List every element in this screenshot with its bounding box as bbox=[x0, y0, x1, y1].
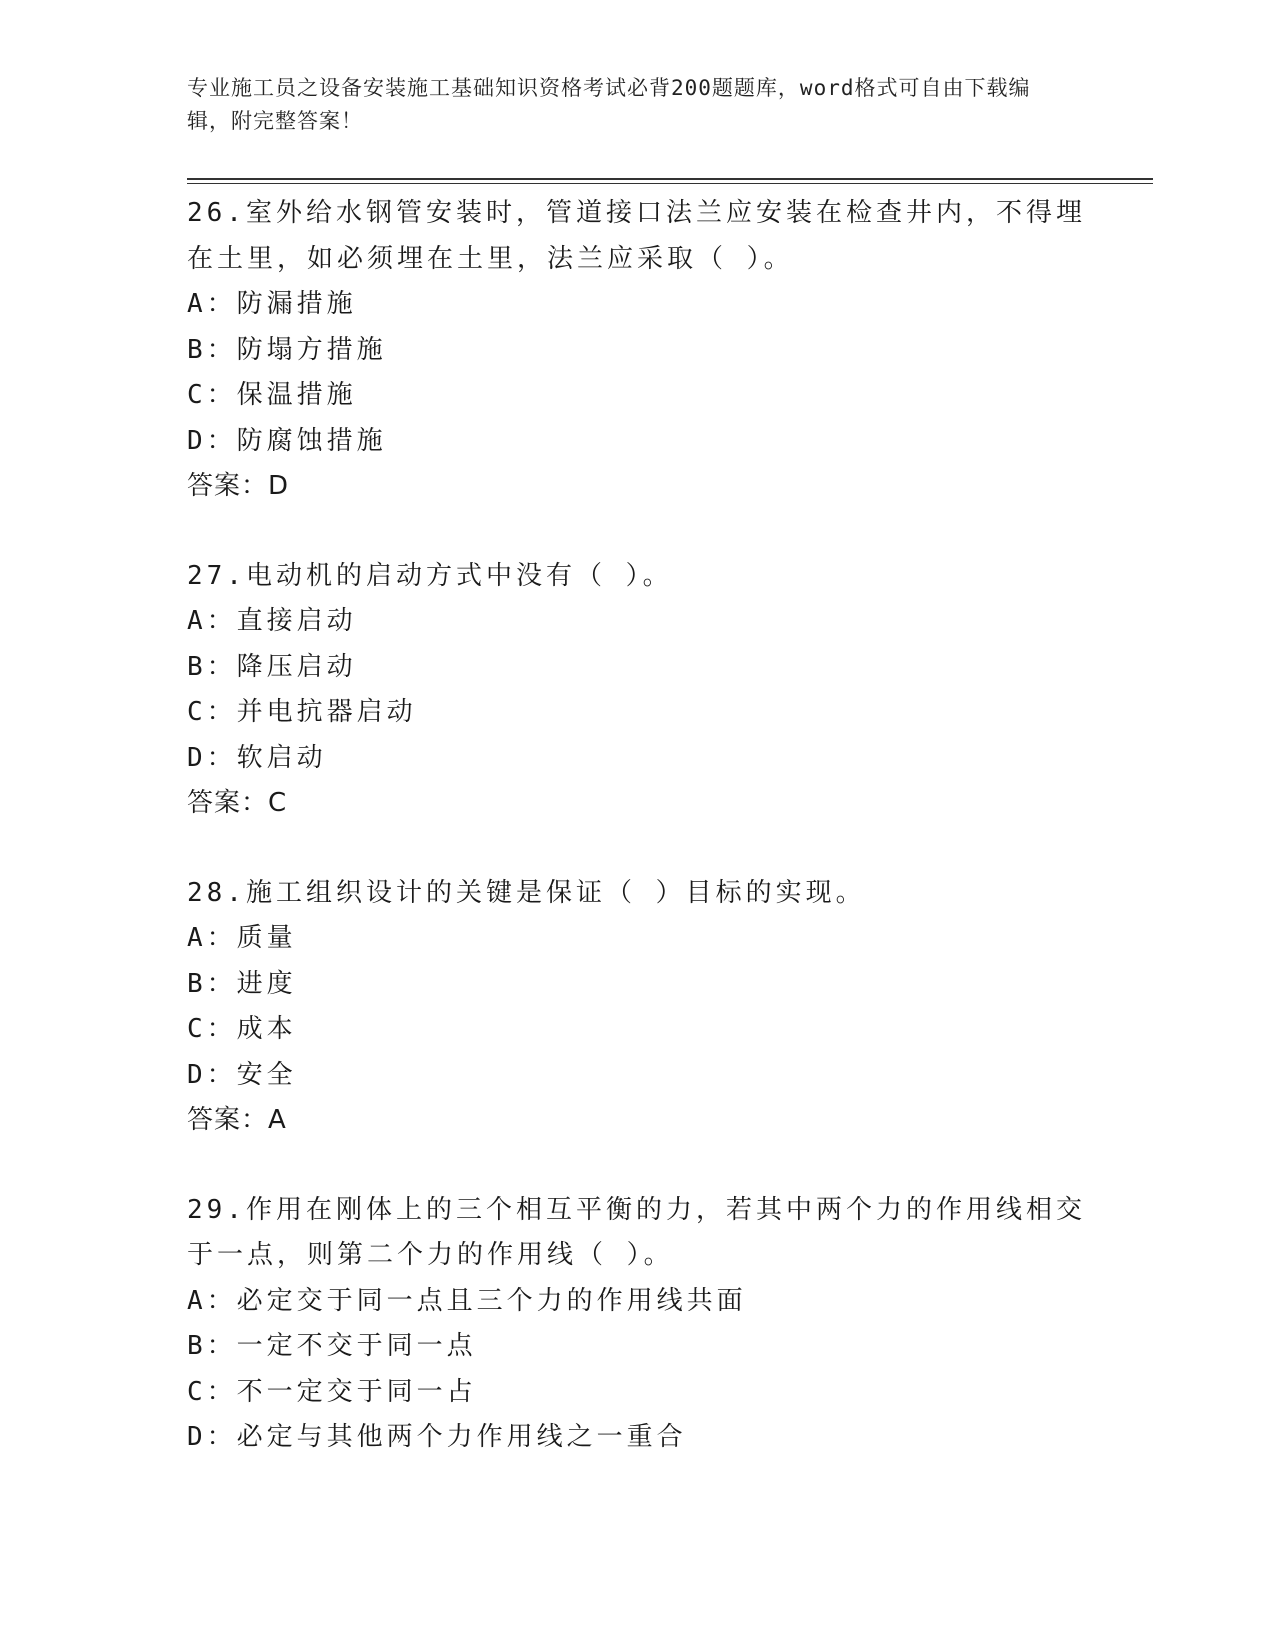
option-c: C：并电抗器启动 bbox=[187, 697, 417, 727]
option-c: C：成本 bbox=[187, 1014, 297, 1044]
answer-line: 答案：D bbox=[187, 471, 290, 501]
option-d: D：安全 bbox=[187, 1059, 297, 1090]
option-b: B：进度 bbox=[187, 968, 297, 999]
question-list bbox=[187, 191, 1107, 1505]
option-d: D：必定与其他两个力作用线之一重合 bbox=[187, 1422, 687, 1452]
question-text: 27.电动机的启动方式中没有（ ）。 bbox=[187, 560, 673, 591]
answer-line: 答案：A bbox=[187, 1105, 287, 1135]
header-divider-thick bbox=[187, 178, 1153, 180]
option-a: A：质量 bbox=[187, 923, 297, 953]
question-28 bbox=[187, 871, 1107, 1144]
question-26 bbox=[187, 191, 1107, 510]
option-b: B：防塌方措施 bbox=[187, 334, 387, 365]
option-b: B：一定不交于同一点 bbox=[187, 1331, 477, 1361]
question-text: 28.施工组织设计的关键是保证（ ）目标的实现。 bbox=[187, 877, 866, 908]
option-d: D：软启动 bbox=[187, 742, 327, 773]
option-b: B：降压启动 bbox=[187, 651, 357, 682]
document-header: 专业施工员之设备安装施工基础知识资格考试必背200题题库，word格式可自由下载编辑，附完整答案！ bbox=[187, 76, 1031, 133]
option-d: D：防腐蚀措施 bbox=[187, 425, 387, 456]
question-text: 29.作用在刚体上的三个相互平衡的力，若其中两个力的作用线相交于一点，则第二个力的作用线（ ）。 bbox=[187, 1194, 1086, 1270]
option-c: C：不一定交于同一占 bbox=[187, 1376, 477, 1407]
option-a: A：必定交于同一点且三个力的作用线共面 bbox=[187, 1285, 747, 1316]
answer-line: 答案：C bbox=[187, 788, 288, 818]
option-c: C：保温措施 bbox=[187, 380, 357, 410]
question-29 bbox=[187, 1188, 1107, 1461]
option-a: A：直接启动 bbox=[187, 606, 357, 636]
question-text: 26.室外给水钢管安装时，管道接口法兰应安装在检查井内，不得埋在土里，如必须埋在土里，法兰应采取（ ）。 bbox=[187, 198, 1086, 274]
option-a: A：防漏措施 bbox=[187, 289, 357, 319]
question-27 bbox=[187, 554, 1107, 827]
header-divider-thin bbox=[187, 183, 1153, 184]
